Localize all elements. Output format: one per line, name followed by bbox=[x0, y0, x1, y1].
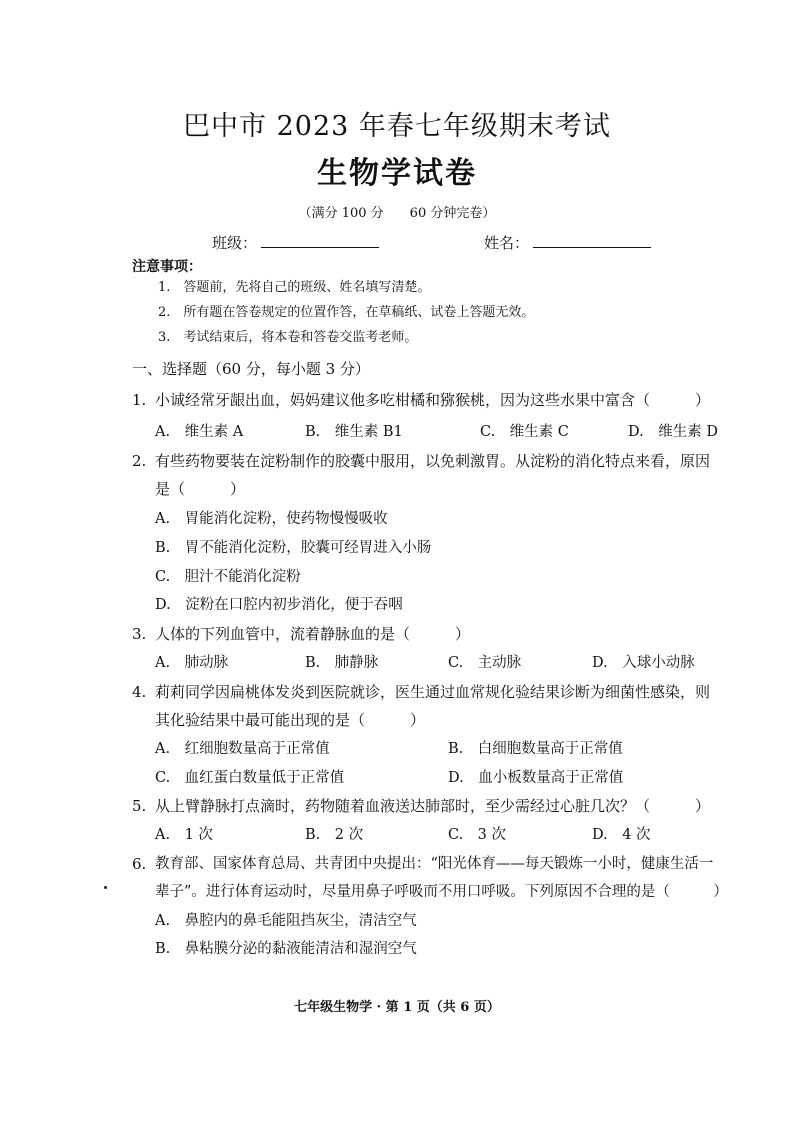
question-text: 莉莉同学因扁桃体发炎到医院就诊，医生通过血常规化验结果诊断为细菌性感染，则 bbox=[155, 683, 711, 701]
exam-title: 巴中市 2023 年春七年级期末考试 bbox=[183, 111, 611, 142]
note-item: 3. 考试结束后，将本卷和答卷交监考老师。 bbox=[158, 330, 418, 345]
notes-list bbox=[158, 275, 534, 350]
option: B. 白细胞数量高于正常值 bbox=[448, 741, 623, 757]
option: C. 维生素 C bbox=[480, 424, 569, 440]
note-item: 1. 答题前，先将自己的班级、姓名填写清楚。 bbox=[158, 280, 431, 295]
question-text: 从上臂静脉打点滴时，药物随着血液送达肺部时，至少需经过心脏几次？（ ） bbox=[155, 797, 711, 815]
option: A. 维生素 A bbox=[155, 424, 244, 440]
question-number: 2. bbox=[132, 452, 147, 470]
score-note: （满分 100 分 60 分钟完卷） bbox=[298, 206, 496, 221]
note-item: 2. 所有题在答卷规定的位置作答，在草稿纸、试卷上答题无效。 bbox=[158, 305, 535, 320]
option: C. 血红蛋白数量低于正常值 bbox=[155, 770, 345, 786]
name-field bbox=[484, 232, 651, 253]
question-text: 是（ ） bbox=[155, 480, 246, 498]
option: B. 肺静脉 bbox=[305, 655, 379, 671]
option: B. 2 次 bbox=[305, 827, 364, 843]
question-number: 6. bbox=[132, 855, 147, 873]
option: D. 血小板数量高于正常值 bbox=[448, 770, 624, 786]
exam-subtitle: 生物学试卷 bbox=[317, 156, 477, 191]
class-label: 班级： bbox=[212, 234, 258, 252]
question-number: 5. bbox=[132, 797, 147, 815]
option: D. 4 次 bbox=[592, 827, 651, 843]
name-blank bbox=[533, 233, 651, 248]
option: C. 胆汁不能消化淀粉 bbox=[155, 569, 301, 585]
question-number: 1. bbox=[132, 391, 147, 409]
option: A. 胃能消化淀粉，使药物慢慢吸收 bbox=[155, 511, 388, 527]
option: D. 维生素 D bbox=[628, 424, 718, 440]
option: D. 入球小动脉 bbox=[592, 655, 695, 671]
question-text: 教育部、国家体育总局、共青团中央提出：“阳光体育——每天锻炼一小时，健康生活一 bbox=[155, 856, 714, 872]
option: A. 鼻腔内的鼻毛能阻挡灰尘，清洁空气 bbox=[155, 913, 417, 929]
option: B. 胃不能消化淀粉，胶囊可经胃进入小肠 bbox=[155, 540, 432, 556]
question-text: 辈子”。进行体育运动时，尽量用鼻子呼吸而不用口呼吸。下列原因不合理的是（ ） bbox=[155, 884, 728, 900]
option: A. 1 次 bbox=[155, 827, 213, 843]
option: A. 红细胞数量高于正常值 bbox=[155, 741, 330, 757]
option: B. 鼻粘膜分泌的黏液能清洁和湿润空气 bbox=[155, 941, 417, 957]
name-label: 姓名： bbox=[484, 234, 530, 252]
question-text: 有些药物要装在淀粉制作的胶囊中服用，以免刺激胃。从淀粉的消化特点来看，原因 bbox=[155, 452, 711, 470]
option: B. 维生素 B1 bbox=[305, 424, 403, 440]
option: C. 主动脉 bbox=[448, 655, 522, 671]
question-number: 4. bbox=[132, 683, 147, 701]
page-footer: 七年级生物学 · 第 1 页（共 6 页） bbox=[294, 1000, 500, 1015]
scan-speck bbox=[104, 886, 107, 889]
question-text: 人体的下列血管中，流着静脉血的是（ ） bbox=[155, 625, 471, 643]
question-text: 其化验结果中最可能出现的是（ ） bbox=[155, 711, 426, 729]
class-field bbox=[212, 232, 379, 253]
class-blank bbox=[261, 233, 379, 248]
option: A. 肺动脉 bbox=[155, 655, 229, 671]
option: D. 淀粉在口腔内初步消化，便于吞咽 bbox=[155, 597, 403, 613]
section-title: 一、选择题（60 分，每小题 3 分） bbox=[132, 360, 370, 378]
option: C. 3 次 bbox=[448, 827, 507, 843]
question-text: 小诚经常牙龈出血，妈妈建议他多吃柑橘和猕猴桃，因为这些水果中富含（ ） bbox=[155, 391, 711, 409]
question-number: 3. bbox=[132, 625, 147, 643]
notes-title: 注意事项： bbox=[132, 259, 202, 275]
